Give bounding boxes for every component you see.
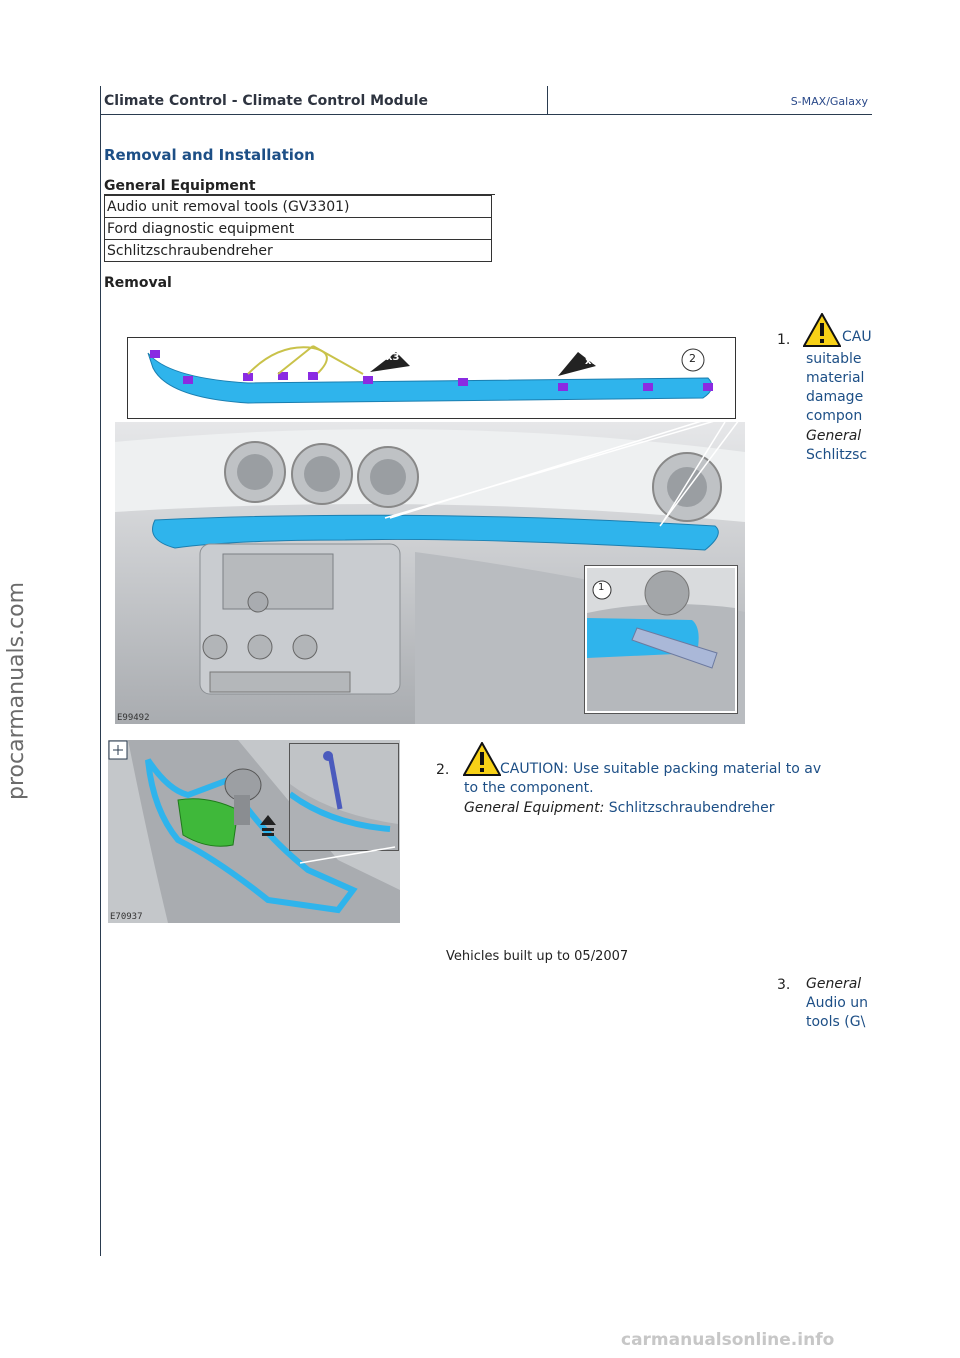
warning-icon: [463, 742, 501, 776]
header-title: Climate Control - Climate Control Module: [104, 93, 428, 109]
warning-icon: [803, 313, 841, 347]
step-2-caution: CAUTION: Use suitable packing material to av: [500, 761, 822, 777]
table-row: [105, 218, 492, 240]
table-row: [105, 196, 492, 218]
trim-panel-drawing: [128, 338, 735, 418]
table-row: [105, 240, 492, 262]
table-cell: Schlitzschraubendreher: [105, 240, 492, 262]
figure-id: E70937: [110, 912, 143, 922]
step-3-number: 3.: [777, 977, 791, 993]
step-1-line: damage: [806, 389, 864, 405]
step-1-number: 1.: [777, 332, 791, 348]
console-detail-drawing: [290, 744, 398, 850]
leader-lines: [115, 410, 745, 590]
footer-watermark: carmanualsonline.info: [621, 1330, 835, 1350]
step-1-caution: CAU: [842, 329, 872, 345]
table-cell: Audio unit removal tools (GV3301): [105, 196, 492, 218]
callout-2: 2: [689, 352, 696, 365]
table-cell: Ford diagnostic equipment: [105, 218, 492, 240]
side-watermark: procarmanuals.com: [4, 581, 29, 800]
console-detail-callout: [289, 743, 399, 851]
callout-1: 1: [598, 582, 605, 593]
console-leader: [300, 845, 410, 865]
step-1-equipment-label: General: [806, 428, 862, 444]
callout-x9: x9: [585, 356, 599, 367]
figure-id: E99492: [117, 713, 150, 723]
step-1-line: material: [806, 370, 865, 386]
header-divider: [547, 86, 548, 114]
step-1-line: compon: [806, 408, 863, 424]
header-model: S-MAX/Galaxy: [790, 95, 868, 108]
general-equipment-heading: General Equipment: [104, 178, 256, 194]
step-2-equipment: [464, 800, 775, 816]
vehicle-note: Vehicles built up to 05/2007: [446, 949, 629, 964]
step-3-equipment-link[interactable]: Audio un: [806, 995, 868, 1011]
step-3-equipment-link-cont[interactable]: tools (G\: [806, 1014, 866, 1030]
step-1-line: suitable: [806, 351, 862, 367]
left-margin-rule: [100, 86, 101, 1256]
general-equipment-table: [104, 195, 492, 262]
step-2-number: 2.: [436, 762, 450, 778]
step-3-equipment-label: General: [806, 976, 862, 992]
callout-x3: x3: [386, 352, 400, 363]
step-2-equipment-label: General Equipment:: [464, 800, 605, 816]
page-title: Removal and Installation: [104, 146, 315, 164]
page-header: [100, 86, 872, 115]
step-2-caution-cont: to the component.: [464, 780, 594, 796]
step-1-equipment-link[interactable]: Schlitzsc: [806, 447, 868, 463]
trim-panel-callout: [127, 337, 736, 419]
removal-heading: Removal: [104, 275, 172, 291]
step-2-equipment-link[interactable]: Schlitzschraubendreher: [608, 800, 775, 816]
